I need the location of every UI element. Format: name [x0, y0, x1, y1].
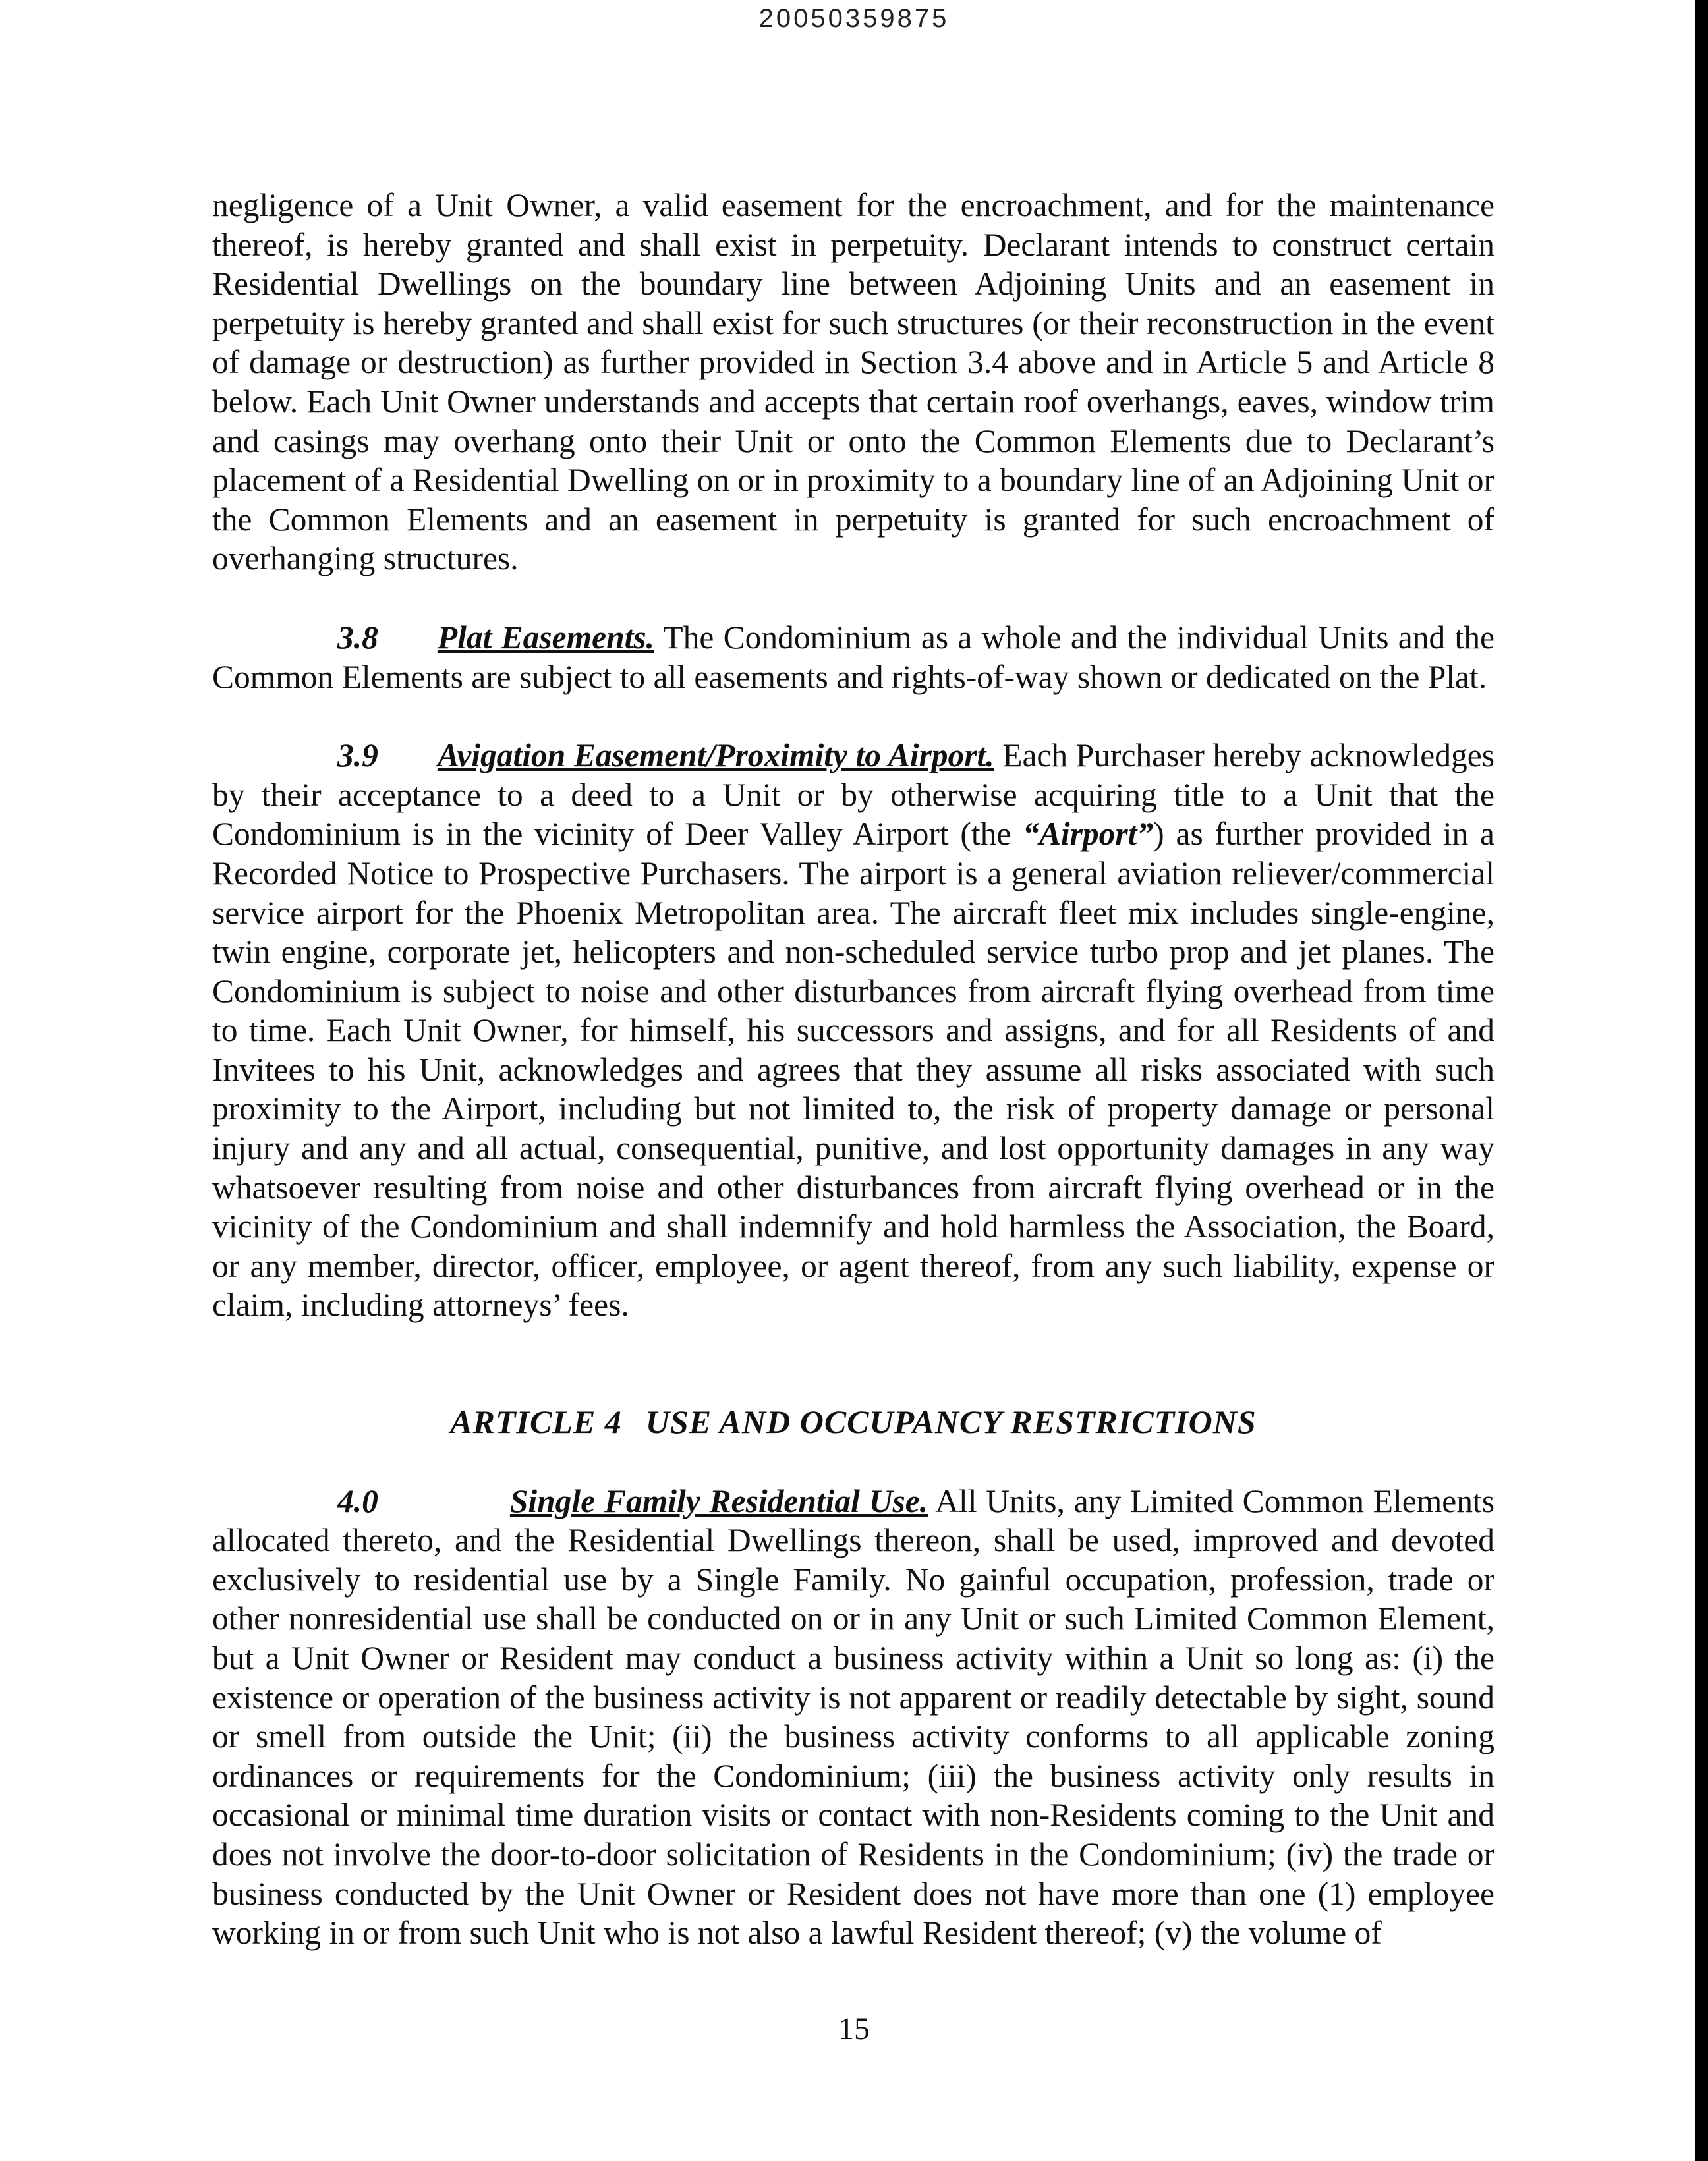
- article-4-title: USE AND OCCUPANCY RESTRICTIONS: [645, 1403, 1257, 1441]
- section-3-8-text: The Condominium as a whole and the individual Units and the Common Elements are subject to all easements and rights-of-way shown or dedicated on the Plat.: [212, 619, 1495, 695]
- section-3-8: [212, 618, 1494, 696]
- section-3-8-title: Plat Easements.: [437, 619, 655, 656]
- paragraph-continuation: negligence of a Unit Owner, a valid easement for the encroachment, and for the maintenance thereof, is hereby granted and shall exist in perpetuity. Declarant intends to construct certain Residential Dwellings on the boundary line between Adjoining Units and an easement in perpetuity is hereby granted and shall exist for such structures (or their reconstruction in the event of damage or destruction) as further provided in Section 3.4 above and in Article 5 and Article 8 below. Each Unit Owner understands and accepts that certain roof overhangs, eaves, window trim and casings may overhang onto their Unit or onto the Common Elements due to Declarant’s placement of a Residential Dwelling on or in proximity to a boundary line of an Adjoining Unit or the Common Elements and an easement in perpetuity is granted for such encroachment of overhanging structures.: [212, 187, 1494, 577]
- article-4-heading: [212, 1403, 1494, 1442]
- section-4-0-text: All Units, any Limited Common Elements allocated thereto, and the Residential Dwellings thereon, shall be used, improved and devoted exclusively to residential use by a Single Family. No gainful occupation, profession, trade or other nonresidential use shall be conducted on or in any Unit or such Limited Common Element, but a Unit Owner or Resident may conduct a business activity within a Unit so long as: (i) the existence or operation of the business activity is not apparent or readily detectable by sight, sound or smell from outside the Unit; (ii) the business activity conforms to all applicable zoning ordinances or requirements for the Condominium; (iii) the business activity only results in occasional or minimal time duration visits or contact with non-Residents coming to the Unit and does not involve the door-to-door solicitation of Residents in the Condominium; (iv) the trade or business conducted by the Unit Owner or Resident does not have more than one (1) employee working in or from such Unit who is not also a lawful Resident thereof; (v) the volume of: [212, 1482, 1494, 1951]
- defined-term-airport: “Airport”: [1023, 816, 1154, 853]
- document-number: 20050359875: [758, 4, 950, 33]
- scan-edge-bar: [1695, 0, 1708, 2161]
- page-number: 15: [838, 2011, 870, 2046]
- section-3-9-text-before: Each Purchaser hereby acknowledges by their acceptance to a deed to a Unit or by otherwise acquiring title to a Unit that the Condominium is in the vicinity of Deer Valley Airport (the: [212, 737, 1495, 853]
- section-3-9-title: Avigation Easement/Proximity to Airport.: [437, 737, 994, 774]
- section-3-9: [212, 736, 1494, 1325]
- section-4-0-title: Single Family Residential Use.: [509, 1482, 928, 1519]
- section-3-8-number: 3.8: [337, 619, 378, 656]
- section-3-9-number: 3.9: [337, 737, 378, 774]
- article-4-label: ARTICLE 4: [450, 1403, 622, 1441]
- section-3-9-text-after: ) as further provided in a Recorded Notice to Prospective Purchasers. The airport is a general aviation reliever/commercial service airport for the Phoenix Metropolitan area. The aircraft fleet mix includes single-engine, twin engine, corporate jet, helicopters and non-scheduled service turbo prop and jet planes. The Condominium is subject to noise and other disturbances from aircraft flying overhead from time to time. Each Unit Owner, for himself, his successors and assigns, and for all Residents of and Invitees to his Unit, acknowledges and agrees that they assume all risks associated with such proximity to the Airport, including but not limited to, the risk of property damage or personal injury and any and all actual, consequential, punitive, and lost opportunity damages in any way whatsoever resulting from noise and other disturbances from aircraft flying overhead or in the vicinity of the Condominium and shall indemnify and hold harmless the Association, the Board, or any member, director, officer, employee, or agent thereof, from any such liability, expense or claim, including attorneys’ fees.: [212, 816, 1494, 1324]
- section-4-0-number: 4.0: [337, 1482, 378, 1519]
- section-4-0: [212, 1482, 1494, 1953]
- document-body: [212, 186, 1494, 1953]
